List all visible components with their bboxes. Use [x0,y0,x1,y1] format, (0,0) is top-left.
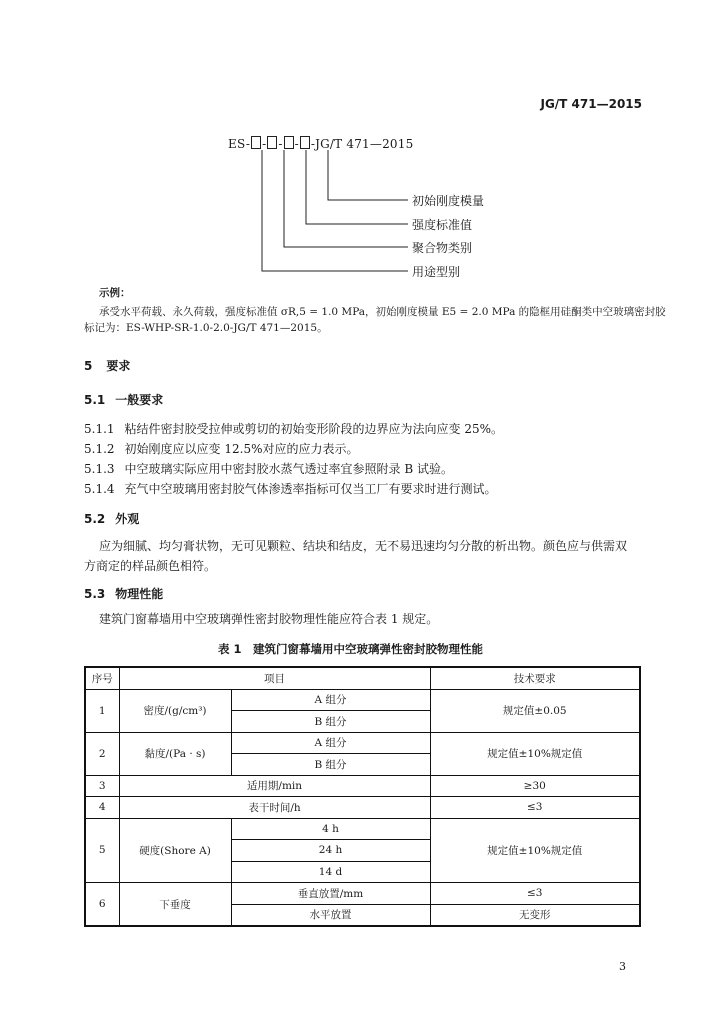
table-row: 2 黏度/(Pa · s) A 组分 规定值±10%规定值 [85,732,640,754]
clause-5-1-1: 5.1.1 粘结件密封胶受拉伸或剪切的初始变形阶段的边界应为法向应变 25%。 [84,422,504,436]
header-requirement: 技术要求 [430,667,640,689]
table-row: B 组分 [85,754,640,776]
physical-properties-intro: 建筑门窗幕墙用中空玻璃弹性密封胶物理性能应符合表 1 规定。 [99,612,439,626]
clause-5-1-3: 5.1.3 中空玻璃实际应用中密封胶水蒸气透过率宜参照附录 B 试验。 [84,462,453,476]
section-5-1-heading: 5.1 一般要求 [84,393,164,407]
example-line-2: 标记为：ES-WHP-SR-1.0-2.0-JG/T 471—2015。 [84,322,328,334]
header-item: 项目 [119,667,430,689]
designation-leader-lines [0,0,724,300]
label-usage-type: 用途型别 [412,265,461,279]
designation-code: ES- - - - -JG/T 471—2015 [228,137,414,151]
table-caption: 表 1 建筑门窗幕墙用中空玻璃弹性密封胶物理性能 [218,642,484,656]
example-title: 示例： [99,287,131,299]
label-strength-standard: 强度标准值 [412,218,473,232]
designation-suffix: -JG/T 471—2015 [310,137,414,151]
table-row: B 组分 [85,711,640,733]
section-5-heading: 5 要求 [84,359,131,373]
table-row: 1 密度/(g/cm³) A 组分 规定值±0.05 [85,689,640,711]
label-initial-stiffness: 初始刚度模量 [412,194,485,208]
appearance-line-2: 方商定的样品颜色相符。 [84,559,217,573]
table-row: 4 表干时间/h ≤3 [85,797,640,819]
appearance-line-1: 应为细腻、均匀膏状物，无可见颗粒、结块和结皮，无不易迅速均匀分散的析出物。颜色应与供需双 [99,539,628,553]
section-5-3-heading: 5.3 物理性能 [84,587,164,601]
table-row: 24 h [85,840,640,862]
table-header-row [85,667,640,689]
clause-5-1-2: 5.1.2 初始刚度应以应变 12.5%对应的应力表示。 [84,442,359,456]
label-polymer-category: 聚合物类别 [412,241,473,255]
standard-code-header: JG/T 471—2015 [540,97,642,111]
designation-prefix: ES- [228,137,251,151]
example-line-1: 承受水平荷载、永久荷载，强度标准值 σR,5 = 1.0 MPa，初始刚度模量 E5 = 2.0 MPa 的隐框用硅酮类中空玻璃密封胶 [99,306,666,318]
table-row: 水平放置 无变形 [85,904,640,926]
table-row: 6 下垂度 垂直放置/mm ≤3 [85,883,640,905]
section-5-2-heading: 5.2 外观 [84,512,140,526]
clause-5-1-4: 5.1.4 充气中空玻璃用密封胶气体渗透率指标可仅当工厂有要求时进行测试。 [84,482,497,496]
table-row: 3 适用期/min ≥30 [85,775,640,797]
page-number: 3 [619,960,626,973]
table-row: 5 硬度(Shore A) 4 h 规定值±10%规定值 [85,818,640,840]
table-row: 14 d [85,861,640,883]
physical-properties-table [84,666,641,927]
header-seq: 序号 [85,667,119,689]
